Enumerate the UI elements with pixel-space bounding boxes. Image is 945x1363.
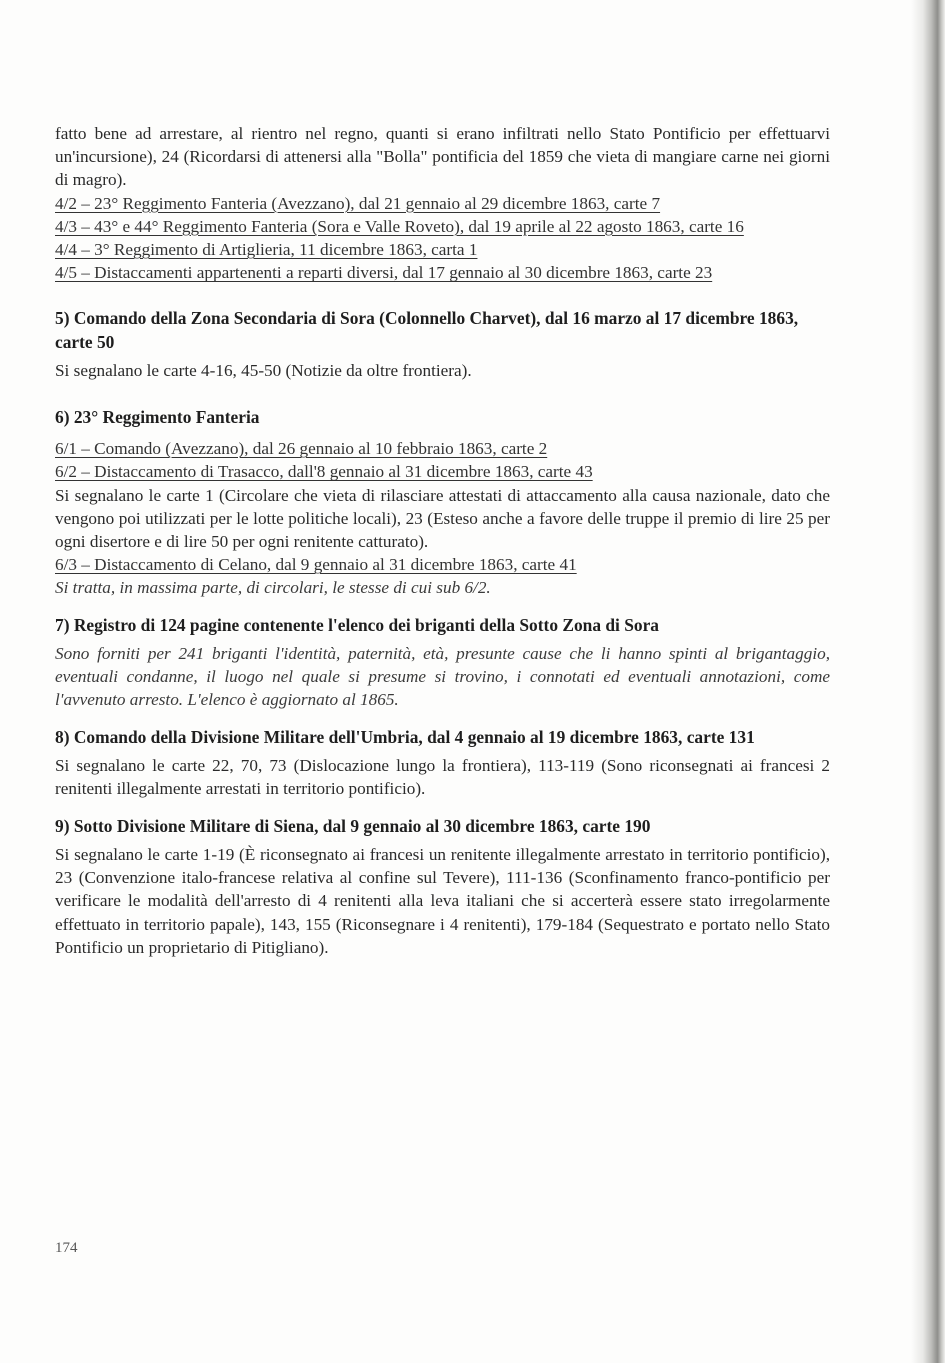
section-5-text: Si segnalano le carte 4-16, 45-50 (Notizie da oltre frontiera). — [55, 361, 472, 381]
section-6-text: Si segnalano le carte 1 (Circolare che vieta di rilasciare attestati di attaccamento alla causa nazionale, dato che vengono poi utilizzati per le lotte politiche locali), 23 (Esteso anche a favore delle truppe il premio di lire 25 per ogni disertore e di lire 50 per ogni renitente catturato). — [55, 485, 830, 551]
entry-4-3: 4/3 – 43° e 44° Reggimento Fanteria (Sora e Valle Roveto), dal 19 aprile al 22 agosto 1863, carte 16 — [55, 216, 744, 236]
page-number: 174 — [55, 1240, 78, 1256]
intro-paragraph: fatto bene ad arrestare, al rientro nel regno, quanti si erano infiltrati nello Stato Pontificio per effettuarvi un'incursione), 24 (Ricordarsi di attenersi alla "Bolla" pontificia del 1859 che vieta di mangiare carne nei giorni di magro). — [55, 124, 830, 190]
entry-6-1: 6/1 – Comando (Avezzano), dal 26 gennaio al 10 febbraio 1863, carte 2 — [55, 439, 548, 459]
section-9-heading: 9) Sotto Divisione Militare di Siena, dal 9 gennaio al 30 dicembre 1863, carte 190 — [55, 815, 651, 836]
entry-6-2: 6/2 – Distaccamento di Trasacco, dall'8 gennaio al 31 dicembre 1863, carte 43 — [55, 462, 593, 482]
section-7-note: Sono forniti per 241 briganti l'identità, paternità, età, presunte cause che li hanno spinti al brigantaggio, eventuali condanne, il luogo nel quale si presume si trovino, i connotati ed eventuali annotazioni, come l'avvenuto arresto. L'elenco è aggiornato al 1865. — [55, 644, 830, 710]
binding-gutter-shadow — [911, 0, 945, 1363]
entry-4-4: 4/4 – 3° Reggimento di Artiglieria, 11 dicembre 1863, carta 1 — [55, 240, 478, 260]
entry-4-2: 4/2 – 23° Reggimento Fanteria (Avezzano), dal 21 gennaio al 29 dicembre 1863, carte 7 — [55, 193, 661, 213]
page-content — [55, 122, 830, 959]
section-6-note: Si tratta, in massima parte, di circolari, le stesse di cui sub 6/2. — [55, 578, 491, 598]
entry-4-5: 4/5 – Distaccamenti appartenenti a reparti diversi, dal 17 gennaio al 30 dicembre 1863, carte 23 — [55, 263, 713, 283]
section-9-text: Si segnalano le carte 1-19 (È riconsegnato ai francesi un renitente illegalmente arrestato in territorio pontificio), 23 (Convenzione italo-francese relativa al confine sul Tevere), 111-136 (Sconfinamento franco-pontificio per verificare le modalità dell'arresto di 4 renitenti alla leva italiani che si accerterà essere stato irregolarmente effettuato in territorio papale), 143, 155 (Riconsegnare i 4 renitenti), 179-184 (Sequestrato e portato nello Stato Pontificio un proprietario di Pitigliano). — [55, 845, 830, 957]
section-7-heading: 7) Registro di 124 pagine contenente l'elenco dei briganti della Sotto Zona di Sora — [55, 614, 660, 635]
section-8-heading: 8) Comando della Divisione Militare dell'Umbria, dal 4 gennaio al 19 dicembre 1863, carte 131 — [55, 726, 755, 747]
section-6-heading: 6) 23° Reggimento Fanteria — [55, 406, 260, 427]
section-8-text: Si segnalano le carte 22, 70, 73 (Dislocazione lungo la frontiera), 113-119 (Sono riconsegnati ai francesi 2 renitenti illegalmente arrestati in territorio pontificio). — [55, 756, 830, 799]
entry-6-3: 6/3 – Distaccamento di Celano, dal 9 gennaio al 31 dicembre 1863, carte 41 — [55, 555, 577, 575]
section-5-heading: 5) Comando della Zona Secondaria di Sora (Colonnello Charvet), dal 16 marzo al 17 dicembre 1863, carte 50 — [55, 308, 799, 352]
